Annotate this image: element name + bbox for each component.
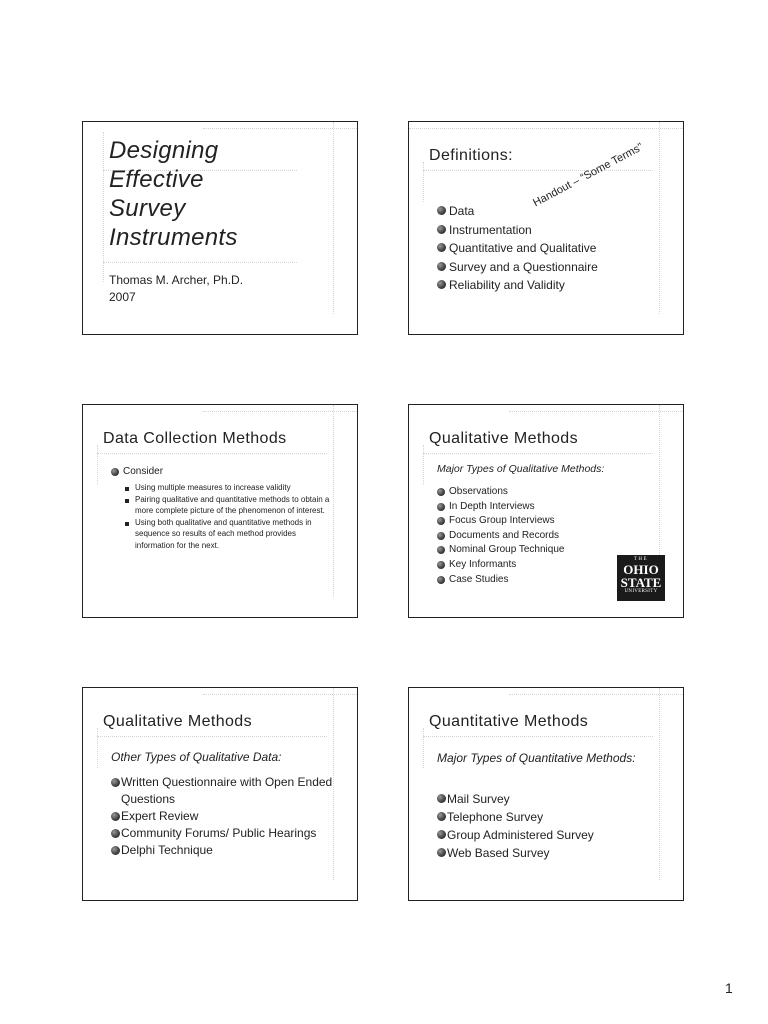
title-line: Designing [109, 137, 219, 164]
bullet-icon [437, 206, 446, 215]
list-item: Survey and a Questionnaire [437, 258, 598, 277]
list-item: Mail Survey [437, 790, 594, 808]
list-item: Consider [111, 465, 163, 479]
bullet-icon [111, 778, 120, 787]
year: 2007 [109, 290, 136, 304]
bullet-icon [437, 830, 446, 839]
bullet-icon [437, 225, 446, 234]
ohio-state-logo: THE OHIO STATE UNIVERSITY [617, 555, 665, 601]
slide-subtitle: Major Types of Quantitative Methods: [437, 751, 636, 765]
list-item: Data [437, 202, 598, 221]
slide-decoration [659, 688, 660, 880]
bullet-icon [437, 812, 446, 821]
author-name: Thomas M. Archer, Ph.D. [109, 273, 244, 287]
title-line: Survey [109, 195, 186, 222]
slide-title: Qualitative Methods [103, 713, 253, 730]
slide-decoration [423, 170, 653, 171]
list-item: Reliability and Validity [437, 276, 598, 295]
slide-decoration [423, 445, 424, 485]
slide-decoration [659, 122, 660, 314]
slide-decoration [97, 728, 98, 768]
bullet-icon [111, 812, 120, 821]
bullet-icon [437, 243, 446, 252]
page-number: 1 [725, 980, 733, 996]
bullet-icon [437, 503, 445, 511]
list-item: Delphi Technique [111, 842, 351, 859]
list-item: Written Questionnaire with Open Ended Questions [111, 774, 351, 808]
list-item: Pairing qualitative and quantitative methods to obtain a more complete picture of the phenomenon of interest. [125, 494, 335, 517]
slide-title: Definitions: [429, 147, 513, 164]
bullet-list [111, 465, 163, 479]
slide-decoration [423, 728, 424, 768]
slide-5 [82, 687, 358, 901]
handout-note: Handout – “Some Terms” [531, 141, 646, 210]
slide-6 [408, 687, 684, 901]
bullet-icon [125, 487, 129, 491]
list-item: Using both qualitative and quantitative methods in sequence so results of each method provides information for the next. [125, 517, 335, 552]
bullet-icon [111, 468, 119, 476]
bullet-icon [111, 846, 120, 855]
slide-decoration [409, 128, 683, 129]
slide-title: Quantitative Methods [429, 713, 589, 730]
slide-2 [408, 121, 684, 335]
slide-title [109, 136, 238, 252]
slide-4 [408, 404, 684, 618]
list-item: Telephone Survey [437, 808, 594, 826]
list-item: Group Administered Survey [437, 826, 594, 844]
slide-decoration [103, 262, 297, 263]
slide-decoration [423, 736, 653, 737]
bullet-list [437, 790, 594, 862]
list-item: Quantitative and Qualitative [437, 239, 598, 258]
sub-bullet-list [125, 482, 335, 551]
bullet-icon [437, 262, 446, 271]
slide-title: Qualitative Methods [429, 430, 579, 447]
slide-decoration [423, 453, 653, 454]
slide-subtitle: Other Types of Qualitative Data: [111, 750, 282, 764]
slide-decoration [97, 736, 327, 737]
bullet-icon [437, 517, 445, 525]
slide-subtitle: Major Types of Qualitative Methods: [437, 463, 605, 475]
list-item: Community Forums/ Public Hearings [111, 825, 351, 842]
author-block [109, 272, 243, 306]
slide-decoration [333, 122, 334, 314]
title-line: Instruments [109, 224, 238, 251]
list-item: Focus Group Interviews [437, 514, 564, 529]
list-item: Nominal Group Technique [437, 543, 564, 558]
slide-decoration [423, 162, 424, 202]
slide-decoration [97, 453, 327, 454]
bullet-icon [125, 499, 129, 503]
title-line: Effective [109, 166, 204, 193]
slide-decoration [509, 411, 683, 412]
bullet-icon [437, 848, 446, 857]
slide-1 [82, 121, 358, 335]
bullet-icon [111, 829, 120, 838]
list-item: Web Based Survey [437, 844, 594, 862]
bullet-icon [437, 546, 445, 554]
list-item: Observations [437, 485, 564, 500]
slide-decoration [97, 445, 98, 485]
bullet-icon [125, 522, 129, 526]
list-item: Documents and Records [437, 529, 564, 544]
slide-decoration [509, 694, 683, 695]
bullet-icon [437, 561, 445, 569]
bullet-icon [437, 280, 446, 289]
bullet-icon [437, 794, 446, 803]
bullet-icon [437, 488, 445, 496]
bullet-list [437, 485, 564, 587]
slide-3 [82, 404, 358, 618]
bullet-icon [437, 532, 445, 540]
bullet-icon [437, 576, 445, 584]
slide-decoration [103, 132, 104, 282]
list-item: Instrumentation [437, 221, 598, 240]
bullet-list [437, 202, 598, 295]
bullet-list [111, 774, 351, 859]
slide-title: Data Collection Methods [103, 430, 287, 447]
list-item: In Depth Interviews [437, 500, 564, 515]
list-item: Using multiple measures to increase validity [125, 482, 335, 494]
list-item: Expert Review [111, 808, 351, 825]
list-item: Key Informants [437, 558, 564, 573]
list-item: Case Studies [437, 573, 564, 588]
